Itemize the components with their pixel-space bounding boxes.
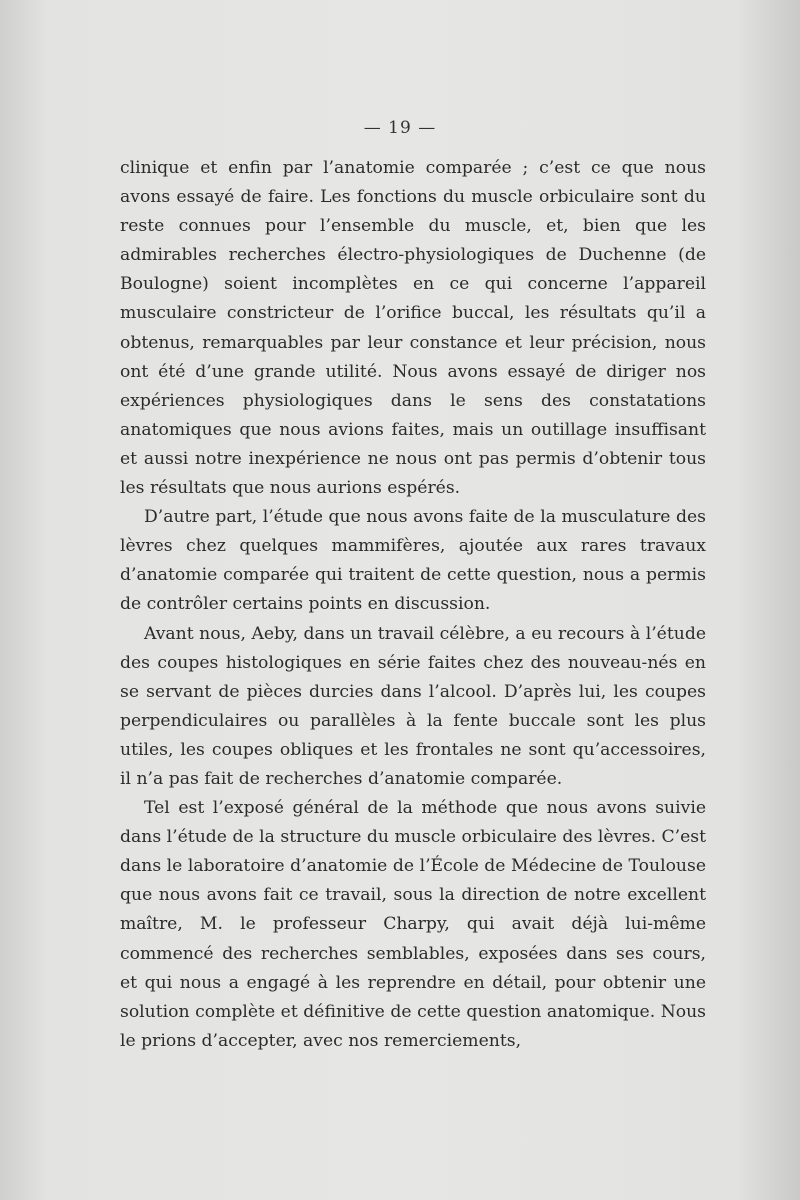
paragraph-continuation: clinique et enfin par l’anatomie comparée ; c’est ce que nous avons essayé de faire. Les fonctions du muscle orbiculaire sont du reste connues pour l’ensemble du muscle, et, bien que les admirables recherches électro-physiologiques de Duchenne (de Boulogne) soient incomplètes en ce qui concerne l’appareil musculaire constricteur de l’orifice buccal, les résultats qu’il a obtenus, remarquables par leur constance et leur précision, nous ont été d’une grande utilité. Nous avons essayé de diriger nos expériences physiologiques dans le sens des constatations anatomiques que nous avions faites, mais un outillage insuffisant et aussi notre inexpérience ne nous ont pas permis d’obtenir tous les résultats que nous aurions espérés. — [120, 158, 706, 499]
paragraph-aeby: Avant nous, Aeby, dans un travail célèbre, a eu recours à l’étude des coupes histologiques en série faites chez des nouveau-nés en se servant de pièces durcies dans l’alcool. D’après lui, les coupes perpendiculaires ou parallèles à la fente buccale sont les plus utiles, les coupes obliques et les frontales ne sont qu’accessoires, il n’a pas fait de recherches d’anatomie comparée. — [120, 623, 706, 789]
body-text — [120, 154, 706, 1056]
paragraph-method-summary: Tel est l’exposé général de la méthode que nous avons suivie dans l’étude de la structure du muscle orbiculaire des lèvres. C’est dans le laboratoire d’anatomie de l’École de Médecine de Toulouse que nous avons fait ce travail, sous la direction de notre excellent maître, M. le professeur Charpy, qui avait déjà lui-même commencé des recherches semblables, exposées dans ses cours, et qui nous a engagé à les reprendre en détail, pour obtenir une solution complète et définitive de cette question anatomique. Nous le prions d’accepter, avec nos remerciements, — [120, 798, 706, 1051]
page-number: — 19 — — [363, 118, 437, 138]
paragraph-comparative-anatomy: D’autre part, l’étude que nous avons faite de la musculature des lèvres chez quelques mammifères, ajoutée aux rares travaux d’anatomie comparée qui traitent de cette question, nous a permis de contrôler certains points en discussion. — [120, 507, 706, 615]
